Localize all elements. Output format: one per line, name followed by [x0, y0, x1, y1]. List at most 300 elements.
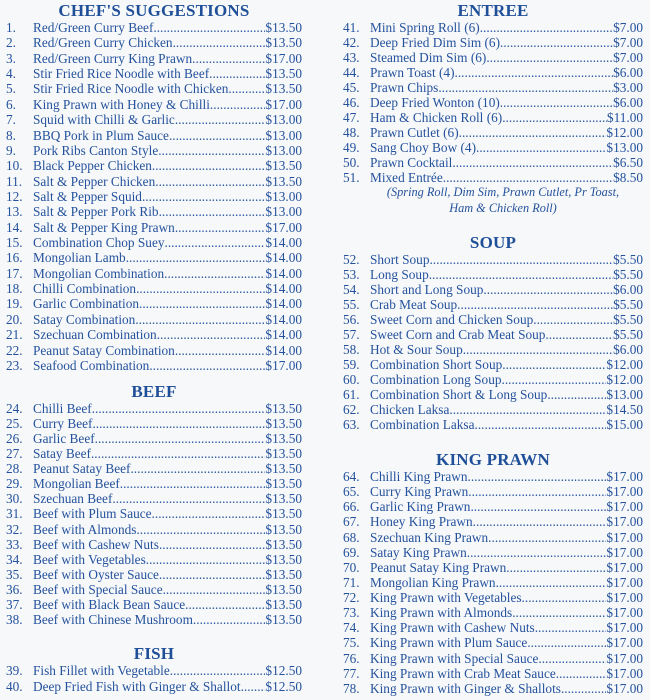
menu-item — [6, 567, 302, 582]
dot-leader — [157, 327, 266, 342]
item-price: $13.50 — [265, 446, 302, 462]
item-name: Sweet Corn and Crab Meat Soup — [370, 327, 546, 342]
item-name: Squid with Chilli & Garlic — [33, 112, 175, 128]
item-number: 23. — [6, 357, 23, 373]
item-number: 78. — [343, 680, 360, 696]
item-price: $13.00 — [606, 387, 643, 402]
item-price: $17.00 — [606, 499, 643, 515]
item-price: $17.00 — [606, 529, 643, 545]
dot-leader — [126, 250, 266, 265]
item-number: 48. — [343, 125, 360, 140]
item-price: $13.50 — [265, 566, 302, 582]
item-price: $17.00 — [606, 605, 643, 621]
menu-item — [6, 506, 302, 521]
dot-leader — [155, 174, 265, 189]
dot-leader — [506, 560, 606, 575]
menu-item — [343, 590, 643, 605]
dot-leader — [136, 522, 265, 537]
item-price: $7.00 — [613, 20, 643, 35]
item-price: $13.50 — [265, 20, 302, 35]
menu-item — [6, 522, 302, 537]
item-number: 72. — [343, 590, 360, 605]
menu-item — [6, 174, 302, 189]
item-name: Beef with Vegetables — [33, 551, 146, 567]
item-name: Seafood Combination — [33, 357, 150, 373]
menu-item — [343, 327, 643, 342]
menu-item — [6, 204, 302, 219]
item-name: Satay Beef — [33, 446, 91, 462]
item-number: 45. — [343, 80, 360, 95]
item-price: $17.00 — [606, 544, 643, 560]
item-name: King Prawn with Cashew Nuts — [370, 620, 535, 636]
item-price: $14.00 — [265, 296, 302, 312]
item-number: 3. — [6, 50, 16, 66]
item-name: Hot & Sour Soup — [370, 342, 463, 357]
item-number: 2. — [6, 35, 16, 51]
item-name: Deep Fried Wonton (10) — [370, 95, 500, 110]
menu-item — [6, 597, 302, 612]
item-price: $13.00 — [265, 112, 302, 128]
item-name: Stir Fried Rice Noodle with Beef — [33, 66, 210, 82]
dot-leader — [502, 372, 607, 387]
item-number: 33. — [6, 536, 23, 552]
menu-item — [6, 20, 302, 35]
menu-item — [6, 537, 302, 552]
item-name: Chicken Laksa — [370, 402, 450, 417]
item-number: 9. — [6, 142, 16, 158]
item-number: 12. — [6, 188, 23, 204]
menu-item — [343, 499, 643, 514]
dot-leader — [170, 663, 266, 679]
menu-item — [6, 476, 302, 491]
menu-item — [343, 620, 643, 635]
menu-item — [343, 80, 643, 95]
dot-leader — [175, 220, 266, 235]
item-number: 58. — [343, 342, 360, 357]
item-number: 11. — [6, 173, 23, 189]
item-name: Short and Long Soup — [370, 282, 484, 297]
dot-leader — [92, 401, 266, 416]
item-price: $11.00 — [606, 110, 643, 125]
item-name: Prawn Toast (4) — [370, 65, 455, 80]
item-number: 13. — [6, 204, 23, 220]
item-price: $13.50 — [265, 596, 302, 612]
item-price: $17.00 — [606, 574, 643, 590]
item-price: $12.50 — [265, 663, 302, 678]
dot-leader — [455, 65, 614, 80]
dot-leader — [488, 530, 606, 545]
item-number: 54. — [343, 282, 360, 297]
item-name: Black Pepper Chicken — [33, 158, 152, 174]
menu-item — [343, 666, 643, 681]
item-number: 39. — [6, 663, 23, 678]
item-number: 37. — [6, 596, 23, 612]
item-name: Combination Short & Long Soup — [370, 387, 548, 402]
item-number: 59. — [343, 357, 360, 372]
dot-leader — [164, 266, 265, 281]
menu-item — [343, 342, 643, 357]
item-number: 32. — [6, 521, 23, 537]
item-number: 52. — [343, 252, 360, 267]
section-title: ENTREE — [457, 1, 529, 20]
item-price: $17.00 — [606, 680, 643, 696]
menu-item — [343, 155, 643, 170]
item-price: $12.00 — [606, 372, 643, 387]
menu-item — [343, 110, 643, 125]
dot-leader — [500, 35, 613, 50]
menu-item — [6, 431, 302, 446]
item-name: Sweet Corn and Chicken Soup — [370, 312, 534, 327]
item-price: $13.50 — [265, 491, 302, 507]
item-price: $13.50 — [265, 476, 302, 492]
item-name: King Prawn with Honey & Chilli — [33, 96, 210, 112]
dot-leader — [120, 476, 266, 491]
item-number: 43. — [343, 50, 360, 65]
item-price: $13.50 — [265, 66, 302, 82]
item-name: Prawn Cutlet (6) — [370, 125, 459, 140]
item-price: $12.00 — [606, 125, 643, 140]
item-name: Beef with Almonds — [33, 521, 137, 537]
menu-item — [6, 358, 302, 373]
item-number: 47. — [343, 110, 360, 125]
item-number: 49. — [343, 140, 360, 155]
item-number: 29. — [6, 476, 23, 492]
item-number: 7. — [6, 112, 16, 128]
item-name: Chilli Beef — [33, 401, 92, 416]
item-name: Combination Short Soup — [370, 357, 503, 372]
item-name: BBQ Pork in Plum Sauce — [33, 127, 169, 143]
dot-leader — [496, 575, 607, 590]
item-price: $13.50 — [265, 81, 302, 97]
item-number: 70. — [343, 559, 360, 575]
dot-leader — [136, 281, 265, 296]
item-number: 22. — [6, 342, 23, 358]
menu-item — [6, 343, 302, 358]
item-number: 26. — [6, 431, 23, 447]
item-number: 17. — [6, 265, 23, 281]
item-number: 1. — [6, 20, 16, 35]
item-number: 10. — [6, 158, 23, 174]
menu-item — [6, 35, 302, 50]
item-name: Beef with Black Bean Sauce — [33, 596, 186, 612]
menu-item — [6, 312, 302, 327]
dot-leader — [535, 620, 607, 635]
item-name: Mongolian Beef — [33, 476, 120, 492]
dot-leader — [165, 235, 266, 250]
item-price: $17.00 — [606, 665, 643, 681]
item-name: Long Soup — [370, 267, 429, 282]
item-name: King Prawn with Vegetables — [370, 590, 522, 605]
item-name: Mini Spring Roll (6) — [370, 20, 480, 35]
menu-item — [6, 158, 302, 173]
dot-leader — [500, 95, 613, 110]
item-price: $17.00 — [606, 650, 643, 666]
item-number: 25. — [6, 416, 23, 432]
item-price: $17.00 — [606, 635, 643, 651]
item-price: $14.00 — [265, 327, 302, 343]
item-price: $6.50 — [613, 155, 643, 170]
dot-leader — [486, 50, 613, 65]
item-name: Deep Fried Fish with Ginger & Shallot — [33, 679, 241, 694]
menu-item — [343, 560, 643, 575]
item-price: $13.50 — [265, 173, 302, 189]
section-beef — [6, 383, 302, 627]
item-number: 30. — [6, 491, 23, 507]
item-price: $13.50 — [265, 581, 302, 597]
item-name: Beef with Oyster Sauce — [33, 566, 159, 582]
item-price: $13.50 — [265, 611, 302, 627]
dot-leader — [459, 125, 607, 140]
dot-leader — [175, 343, 266, 358]
item-price: $13.00 — [265, 188, 302, 204]
item-name: Honey King Prawn — [370, 514, 473, 530]
menu-item — [6, 612, 302, 627]
item-price: $17.00 — [265, 219, 302, 235]
item-name: Ham & Chicken Roll (6) — [370, 110, 503, 125]
item-number: 4. — [6, 66, 16, 82]
item-number: 44. — [343, 65, 360, 80]
menu-item — [6, 679, 302, 695]
item-price: $14.50 — [606, 402, 643, 417]
dot-leader — [146, 552, 266, 567]
item-number: 15. — [6, 235, 23, 251]
menu-item — [343, 252, 643, 267]
item-number: 38. — [6, 611, 23, 627]
dot-leader — [452, 155, 613, 170]
item-number: 40. — [6, 679, 23, 694]
menu-item — [343, 170, 643, 185]
dot-leader — [527, 635, 606, 650]
item-price: $17.00 — [606, 469, 643, 484]
item-number: 56. — [343, 312, 360, 327]
dot-leader — [468, 484, 606, 499]
dot-leader — [169, 128, 265, 143]
item-number: 19. — [6, 296, 23, 312]
item-price: $15.00 — [606, 417, 643, 432]
dot-leader — [193, 612, 266, 627]
item-number: 51. — [343, 170, 360, 185]
menu-item — [6, 401, 302, 416]
menu-item — [343, 605, 643, 620]
item-name: Combination Laksa — [370, 417, 475, 432]
item-name: Salt & Pepper Chicken — [33, 173, 156, 189]
item-number: 63. — [343, 417, 360, 432]
item-price: $13.50 — [265, 536, 302, 552]
item-number: 35. — [6, 566, 23, 582]
menu-item — [6, 189, 302, 204]
item-price: $14.00 — [265, 235, 302, 251]
section-king-prawn — [343, 451, 643, 696]
item-number: 53. — [343, 267, 360, 282]
item-number: 8. — [6, 127, 16, 143]
menu-item — [343, 545, 643, 560]
item-name: Prawn Cocktail — [370, 155, 453, 170]
dot-leader — [561, 681, 606, 696]
item-price: $13.50 — [265, 431, 302, 447]
item-number: 14. — [6, 219, 23, 235]
item-name: Stir Fried Rice Noodle with Chicken — [33, 81, 229, 97]
dot-leader — [112, 491, 265, 506]
item-number: 75. — [343, 635, 360, 651]
item-number: 42. — [343, 35, 360, 50]
dot-leader — [91, 446, 265, 461]
item-price: $8.50 — [613, 170, 643, 185]
dot-leader — [473, 514, 607, 529]
item-name: Satay King Prawn — [370, 544, 467, 560]
menu-item — [343, 651, 643, 666]
item-price: $17.00 — [265, 96, 302, 112]
menu-item — [343, 417, 643, 432]
item-price: $13.00 — [606, 140, 643, 155]
item-number: 73. — [343, 605, 360, 621]
item-name: Szechuan King Prawn — [370, 529, 489, 545]
item-name: Salt & Pepper Squid — [33, 188, 142, 204]
menu-item — [343, 50, 643, 65]
item-price: $13.50 — [265, 401, 302, 416]
item-number: 31. — [6, 506, 23, 522]
dot-leader — [533, 312, 613, 327]
menu-item — [6, 446, 302, 461]
dot-leader — [149, 358, 265, 373]
item-number: 65. — [343, 484, 360, 500]
section-title: BEEF — [131, 382, 177, 401]
menu-item — [6, 220, 302, 235]
dot-leader — [209, 66, 265, 81]
item-price: $17.00 — [265, 50, 302, 66]
dot-leader — [457, 297, 613, 312]
section-title: CHEF'S SUGGESTIONS — [58, 1, 250, 20]
dot-leader — [95, 431, 266, 446]
item-number: 21. — [6, 327, 23, 343]
section-title: SOUP — [469, 233, 517, 252]
menu-item — [343, 530, 643, 545]
item-price: $13.00 — [265, 204, 302, 220]
item-price: $6.00 — [613, 95, 643, 110]
item-price: $17.00 — [606, 620, 643, 636]
dot-leader — [163, 582, 266, 597]
item-name: Deep Fried Dim Sim (6) — [370, 35, 500, 50]
item-name: Short Soup — [370, 252, 430, 267]
item-name: Pork Ribs Canton Style — [33, 142, 159, 158]
item-price: $5.50 — [613, 252, 643, 267]
item-name: Satay Combination — [33, 311, 136, 327]
menu-item — [343, 65, 643, 80]
dot-leader — [92, 416, 265, 431]
dot-leader — [538, 651, 606, 666]
item-number: 18. — [6, 281, 23, 297]
dot-leader — [480, 20, 613, 35]
item-name: Peanut Satay Beef — [33, 461, 131, 477]
item-number: 77. — [343, 665, 360, 681]
menu-item — [343, 387, 643, 402]
item-name: Curry Beef — [33, 416, 93, 432]
item-number: 76. — [343, 650, 360, 666]
item-number: 16. — [6, 250, 23, 266]
dot-leader — [468, 469, 607, 484]
dot-leader — [438, 80, 613, 95]
item-name: Combination Chop Suey — [33, 235, 165, 251]
item-number: 60. — [343, 372, 360, 387]
menu-item — [343, 95, 643, 110]
menu-item — [343, 635, 643, 650]
item-name: Beef with Cashew Nuts — [33, 536, 159, 552]
menu-item — [343, 297, 643, 312]
menu-item — [6, 250, 302, 265]
dot-leader — [502, 357, 606, 372]
item-number: 6. — [6, 96, 16, 112]
dot-leader — [443, 170, 613, 185]
section-fish — [6, 645, 302, 695]
item-number: 55. — [343, 297, 360, 312]
menu-item — [6, 552, 302, 567]
dot-leader — [173, 35, 266, 50]
menu-item — [6, 128, 302, 143]
item-price: $5.50 — [613, 327, 643, 342]
dot-leader — [545, 327, 613, 342]
dot-leader — [139, 296, 265, 311]
item-name: Beef with Chinese Mushroom — [33, 611, 193, 627]
dot-leader — [159, 204, 266, 219]
item-name: Red/Green Curry King Prawn — [33, 50, 193, 66]
item-name: Crab Meat Soup — [370, 297, 458, 312]
dot-leader — [153, 20, 265, 35]
item-name: Steamed Dim Sim (6) — [370, 50, 487, 65]
item-name: King Prawn with Crab Meat Sauce — [370, 665, 556, 681]
item-price: $13.50 — [265, 521, 302, 537]
item-price: $17.00 — [606, 484, 643, 500]
dot-leader — [547, 387, 606, 402]
item-name: Peanut Satay Combination — [33, 342, 175, 358]
menu-item — [6, 491, 302, 506]
menu-item — [343, 681, 643, 696]
item-price: $6.00 — [613, 65, 643, 80]
item-name: Garlic King Prawn — [370, 499, 471, 515]
section-entree — [343, 2, 643, 216]
dot-leader — [192, 51, 265, 66]
item-price: $13.50 — [265, 35, 302, 51]
dot-leader — [483, 282, 613, 297]
section-title: KING PRAWN — [436, 450, 550, 469]
dot-leader — [135, 312, 265, 327]
item-price: $6.00 — [613, 282, 643, 297]
item-price: $7.00 — [613, 35, 643, 50]
menu-item — [343, 484, 643, 499]
item-number: 69. — [343, 544, 360, 560]
dot-leader — [130, 461, 265, 476]
item-number: 36. — [6, 581, 23, 597]
dot-leader — [512, 605, 606, 620]
item-number: 74. — [343, 620, 360, 636]
dot-leader — [152, 506, 266, 521]
dot-leader — [228, 81, 265, 96]
item-price: $3.00 — [613, 80, 643, 95]
item-name: Salt & Pepper King Prawn — [33, 219, 175, 235]
dot-leader — [429, 252, 613, 267]
menu-item — [343, 140, 643, 155]
item-price: $13.50 — [265, 416, 302, 432]
item-name: Szechuan Beef — [33, 491, 113, 507]
item-number: 67. — [343, 514, 360, 530]
item-price: $12.50 — [265, 679, 302, 694]
dot-leader — [142, 189, 265, 204]
item-name: King Prawn with Plum Sauce — [370, 635, 528, 651]
menu-item — [6, 143, 302, 158]
item-number: 5. — [6, 81, 16, 97]
menu-item — [343, 357, 643, 372]
entree-note: (Spring Roll, Dim Sim, Prawn Cutlet, Pr Toast, — [386, 185, 620, 199]
menu-item — [6, 81, 302, 96]
item-number: 68. — [343, 529, 360, 545]
